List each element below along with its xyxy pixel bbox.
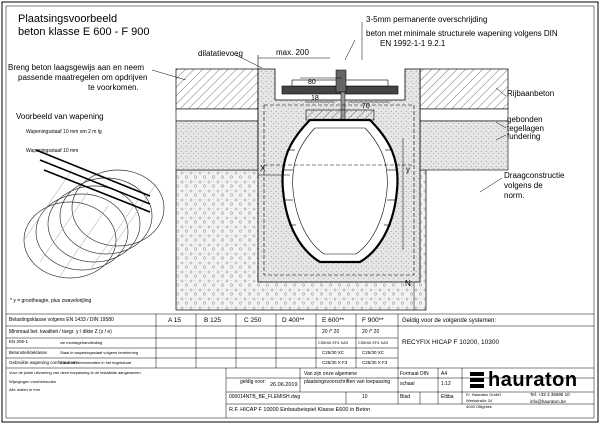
table-row-3-note: Staal in wapeningsstaaf volgens berekening xyxy=(60,350,139,355)
f900-value-2: C35/45 XF4 XA3 xyxy=(358,340,389,345)
dim-n: N xyxy=(405,279,411,288)
class-f900: F 900** xyxy=(362,317,384,324)
dim-x: X xyxy=(260,164,266,173)
class-a15: A 15 xyxy=(168,317,182,324)
table-row-label-3: EN 206-1 xyxy=(9,339,29,344)
bonded-layers-label-1: gebonden xyxy=(507,115,543,124)
table-row-label-1: Belastingsklasse volgens EN 1433 / DIN 19580 xyxy=(9,317,114,323)
email: info@hauraton.be xyxy=(530,399,566,404)
sheet-value: 10 xyxy=(362,394,368,400)
subbase-label-2: volgens de xyxy=(504,181,543,190)
layers-note-2: passende maatregelen om opdrijven xyxy=(18,73,148,82)
foundation-label: fundering xyxy=(507,132,541,141)
class-b125: B 125 xyxy=(204,317,221,324)
dim-80: 80 xyxy=(308,79,316,86)
dim-18: 18 xyxy=(311,95,319,102)
layers-note-3: te voorkomen. xyxy=(88,83,139,92)
table-row-2-note: zie montagehandleiding xyxy=(60,340,103,345)
reinforcement-callout-1: beton met minimale structurele wapening volgens DIN xyxy=(366,29,558,38)
reinforcement-spacing-label: Wapeningsstaaf 10 mm om 2 m lg xyxy=(26,129,102,135)
valid-date: 26.06.2019 xyxy=(270,382,298,388)
e600-value-1: 20 /* 20 xyxy=(322,329,340,335)
cross-section xyxy=(152,22,508,310)
sheet-label: Blad xyxy=(400,394,411,400)
e600-value-4: C25/30 X F3 xyxy=(322,360,348,365)
f900-value-3: C25/30 XC xyxy=(362,350,385,355)
dim-y: y xyxy=(406,165,410,174)
table-row-label-2: Minimaal bet. kwaliteit / toegr. y / dikte Z (x / e) xyxy=(9,329,112,335)
valid-label: geldig voor: xyxy=(240,379,266,385)
reinforcement-illustration xyxy=(24,150,164,278)
reinforcement-bar-label: Wapeningsstaaf 10 mm xyxy=(26,148,79,154)
format-value: A4 xyxy=(441,371,448,377)
class-e600: E 600** xyxy=(322,317,345,324)
disclaimer-text: Voor de juiste uitvoering van deze toepassing is de installatie aangewezen. xyxy=(9,370,142,375)
max-width-label: max. 200 xyxy=(276,48,309,57)
address-3: 4040 Ottignies xyxy=(466,404,492,409)
wearing-course-label: Rijbaanbeton xyxy=(507,89,555,98)
doc-title: R.F. HICAP F 10000 Einbaubeispiel Klasse E600 in Beton xyxy=(229,407,371,413)
table-row-label-5: Gebruikte wapening conform norm xyxy=(9,360,79,365)
doc-number: 000014NTB_BE_FLEMISH.dwg xyxy=(229,394,301,400)
subbase-label-1: Draagconstructie xyxy=(504,171,565,180)
e600-value-3: C25/30 XC xyxy=(322,350,345,355)
reinforcement-callout-2: EN 1992-1-1 9.2.1 xyxy=(380,39,446,48)
table-row-4-note: Staal met betonmatten in het tegelstraat xyxy=(60,360,131,365)
scale-value: 1:12 xyxy=(441,381,451,387)
sheet-of: Eltiba xyxy=(441,394,454,400)
dim-70: 70 xyxy=(362,103,370,110)
contract-text-2: plaatsingsvoorschriften van toepassing xyxy=(304,379,391,385)
reinforcement-example-label: Voorbeeld van wapening xyxy=(16,112,104,121)
page-title-line-2: beton klasse E 600 - F 900 xyxy=(18,26,150,38)
table-row-label-4: Betonsterkteklasse xyxy=(9,350,48,355)
scale-label: schaal xyxy=(400,381,415,387)
notes-1: Wijzigingen voorbehouden xyxy=(9,379,57,384)
footnote: * y = grootheagte, plus zwavelorijling xyxy=(10,298,92,304)
f900-value-4: C25/30 X F3 xyxy=(362,360,388,365)
address-2: Werkstraße 24 xyxy=(466,398,493,403)
hauraton-logo-mark xyxy=(470,372,484,388)
phone: Tel. +32 4 35695 10 xyxy=(530,392,570,397)
format-label: Formaat DIN xyxy=(400,371,429,377)
class-c250: C 250 xyxy=(244,317,262,324)
class-d400: D 400** xyxy=(282,317,305,324)
overshoot-callout: 3-5mm permanente overschrijding xyxy=(366,15,488,24)
systems-label: Geldig voor de volgende systemen: xyxy=(402,318,497,324)
expansion-joint-label: dilatatievoeg xyxy=(198,49,243,58)
contract-text-1: Van zijn onze algemene xyxy=(304,371,357,377)
bonded-layers-label-2: tegellagen xyxy=(507,124,544,133)
notes-2: Alle maten in mm xyxy=(9,387,40,392)
layers-note-1: Breng beton laagsgewijs aan en neem xyxy=(8,63,145,72)
brand-logo: hauraton xyxy=(488,369,578,391)
address-1: Fr. Hauraton GmbH xyxy=(466,392,501,397)
subbase-label-3: norm. xyxy=(504,191,525,200)
page-title-line-1: Plaatsingsvoorbeeld xyxy=(18,13,118,25)
f900-value-1: 20 /* 20 xyxy=(362,329,380,335)
systems-value: RECYFIX HICAP F 10200, 10300 xyxy=(402,339,500,346)
e600-value-2: C35/45 XF4 XA3 xyxy=(318,340,349,345)
